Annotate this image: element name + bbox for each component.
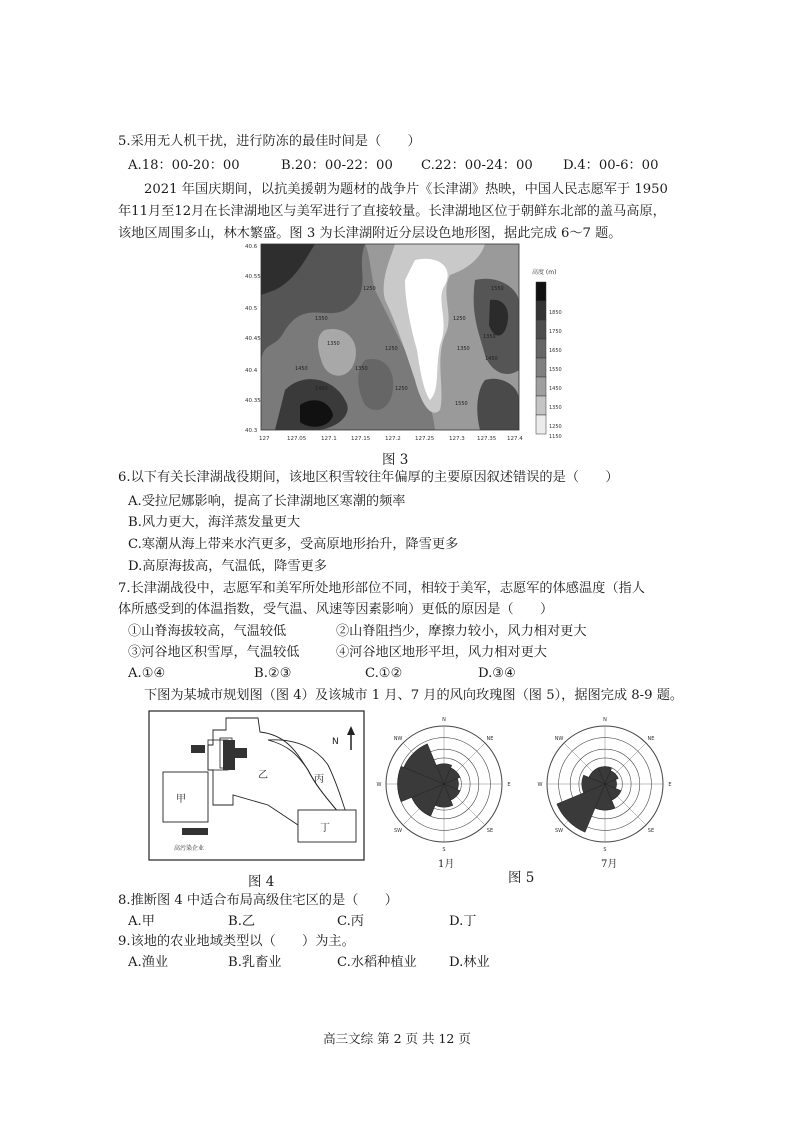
q8-stem: 8.推断图 4 中适合布局高级住宅区的是（ ）	[118, 893, 398, 908]
legend-value: 1250	[549, 424, 562, 430]
x-tick: 127.35	[477, 436, 497, 442]
x-tick: 127	[259, 436, 270, 442]
q5-option-d: D.4：00-6：00	[563, 158, 659, 173]
legend-value: 1550	[549, 367, 562, 373]
q5-option-a: A.18：00-20：00	[128, 158, 240, 173]
intro-paragraph-line-3: 该地区周围多山，林木繁盛。图 3 为长津湖附近分层设色地形图，据此完成 6～7 题。	[118, 226, 622, 241]
wind-rose-january	[374, 712, 514, 862]
area-label-bing: 丙	[314, 774, 324, 785]
x-tick: 127.3	[449, 436, 465, 442]
y-tick: 40.45	[245, 336, 261, 342]
rose-direction-label: NE	[647, 736, 655, 743]
q5-option-c: C.22：00-24：00	[421, 158, 533, 173]
x-tick: 127.15	[351, 436, 371, 442]
rose-direction-label: SW	[554, 827, 564, 834]
rose-direction-label: SE	[486, 827, 494, 834]
legend-value: 1350	[549, 405, 562, 411]
q5-stem: 5.采用无人机干扰，进行防冻的最佳时间是（ ）	[118, 134, 421, 149]
rose-direction-label: S	[603, 847, 607, 853]
wind-rose-january-label: 1月	[438, 859, 455, 870]
contour-label: 1250	[453, 316, 466, 322]
q9-option-b: B.乳畜业	[228, 955, 282, 970]
rose-direction-label: SW	[393, 827, 403, 834]
wind-rose-july-label: 7月	[601, 859, 618, 870]
y-tick: 40.35	[245, 398, 261, 404]
intro-paragraph-2: 下图为某城市规划图（图 4）及该城市 1 月、7 月的风向玫瑰图（图 5），据图完成 8-9 题。	[144, 688, 684, 703]
x-tick: 127.05	[287, 436, 307, 442]
figure-5-caption: 图 5	[508, 870, 535, 886]
q7-option-d: D.③④	[478, 666, 516, 681]
contour-label: 1350	[327, 341, 340, 347]
rose-direction-label: NW	[393, 736, 403, 743]
q6-stem: 6.以下有关长津湖战役期间，该地区积雪较往年偏厚的主要原因叙述错误的是（ ）	[118, 470, 619, 485]
q9-option-d: D.林业	[449, 955, 490, 970]
q7-stem-line-1: 7.长津湖战役中，志愿军和美军所处地形部位不同，相较于美军，志愿军的体感温度（指人	[118, 581, 645, 596]
contour-label: 1250	[385, 346, 398, 352]
intro-paragraph-line-2: 年11月至12月在长津湖地区与美军进行了直接较量。长津湖地区位于朝鲜东北部的盖马高原，	[118, 204, 666, 219]
legend-value: 1450	[549, 386, 562, 392]
legend-title: 高度 (m)	[532, 269, 557, 276]
contour-label: 1350	[457, 346, 470, 352]
q6-option-b: B.风力更大，海洋蒸发量更大	[128, 515, 301, 530]
q5-option-b: B.20：00-22：00	[281, 158, 393, 173]
q7-statement-3: ③河谷地区积雪厚，气温较低	[128, 645, 300, 660]
q7-stem-line-2: 体所感受到的体温指数，受气温、风速等因素影响）更低的原因是（ ）	[118, 602, 554, 617]
q7-statement-2: ②山脊阻挡少，摩擦力较小，风力相对更大	[336, 624, 587, 639]
rose-direction-label: E	[668, 782, 672, 788]
area-label-yi: 乙	[258, 770, 268, 781]
contour-label: 1450	[295, 366, 308, 372]
q8-option-a: A.甲	[128, 914, 155, 929]
rose-direction-label: NW	[554, 736, 564, 743]
rose-direction-label: N	[603, 717, 607, 723]
contour-label: 1250	[395, 386, 408, 392]
contour-label: 1350	[483, 334, 496, 340]
area-label-ding: 丁	[320, 823, 330, 834]
figure-3-terrain-map	[245, 240, 545, 448]
q7-statement-4: ④河谷地区地形平坦，风力相对更大	[336, 645, 547, 660]
q8-option-d: D.丁	[449, 914, 477, 929]
legend-value: 1750	[549, 329, 562, 335]
contour-label: 1450	[315, 386, 328, 392]
x-tick: 127.25	[415, 436, 435, 442]
q7-option-a: A.①④	[128, 666, 166, 681]
page-footer: 高三文综 第 2 页 共 12 页	[323, 1031, 471, 1046]
q8-option-c: C.丙	[337, 914, 364, 929]
q7-statement-1: ①山脊海拔较高，气温较低	[128, 624, 287, 639]
area-label-jia: 甲	[176, 794, 186, 805]
contour-label: 1550	[455, 401, 468, 407]
rose-direction-label: NE	[486, 736, 494, 743]
contour-label: 1250	[363, 286, 376, 292]
x-tick: 127.4	[507, 436, 523, 442]
q8-option-b: B.乙	[228, 914, 256, 929]
figure-4-city-plan	[148, 710, 366, 862]
figure-3-caption: 图 3	[382, 452, 409, 468]
figure-4-caption: 图 4	[248, 874, 275, 890]
contour-label: 1350	[315, 316, 328, 322]
y-tick: 40.55	[245, 274, 261, 280]
rose-direction-label: N	[442, 717, 446, 723]
q9-option-c: C.水稻种植业	[337, 955, 417, 970]
q9-option-a: A.渔业	[128, 955, 169, 970]
wind-rose-july	[535, 712, 675, 862]
figure-3-legend	[528, 264, 568, 440]
contour-label: 1550	[491, 286, 504, 292]
rose-direction-label: SE	[647, 827, 655, 834]
q9-stem: 9.该地的农业地域类型以（ ）为主。	[118, 934, 355, 949]
q6-option-d: D.高原海拔高，气温低，降雪更多	[128, 559, 327, 574]
intro-paragraph-line-1: 2021 年国庆期间，以抗美援朝为题材的战争片《长津湖》热映，中国人民志愿军于 1950	[144, 182, 668, 197]
x-tick: 127.1	[321, 436, 337, 442]
legend-value: 1850	[549, 310, 562, 316]
y-tick: 40.4	[245, 368, 258, 374]
q6-option-c: C.寒潮从海上带来水汽更多，受高原地形抬升，降雪更多	[128, 537, 459, 552]
rose-direction-label: W	[376, 782, 382, 788]
north-label: N	[332, 737, 339, 747]
y-tick: 40.6	[245, 244, 258, 250]
q7-option-c: C.①②	[365, 666, 403, 681]
y-tick: 40.3	[245, 428, 258, 434]
rose-direction-label: S	[442, 847, 446, 853]
x-tick: 127.2	[385, 436, 401, 442]
contour-label: 1450	[485, 356, 498, 362]
contour-label: 1350	[355, 366, 368, 372]
q6-option-a: A.受拉尼娜影响，提高了长津湖地区寒潮的频率	[128, 494, 406, 509]
legend-value: 1650	[549, 348, 562, 354]
y-tick: 40.5	[245, 306, 258, 312]
legend-value: 1150	[549, 434, 562, 440]
rose-direction-label: E	[507, 782, 511, 788]
legend-label: 高污染企业	[174, 845, 205, 852]
rose-direction-label: W	[537, 782, 543, 788]
q7-option-b: B.②③	[254, 666, 292, 681]
